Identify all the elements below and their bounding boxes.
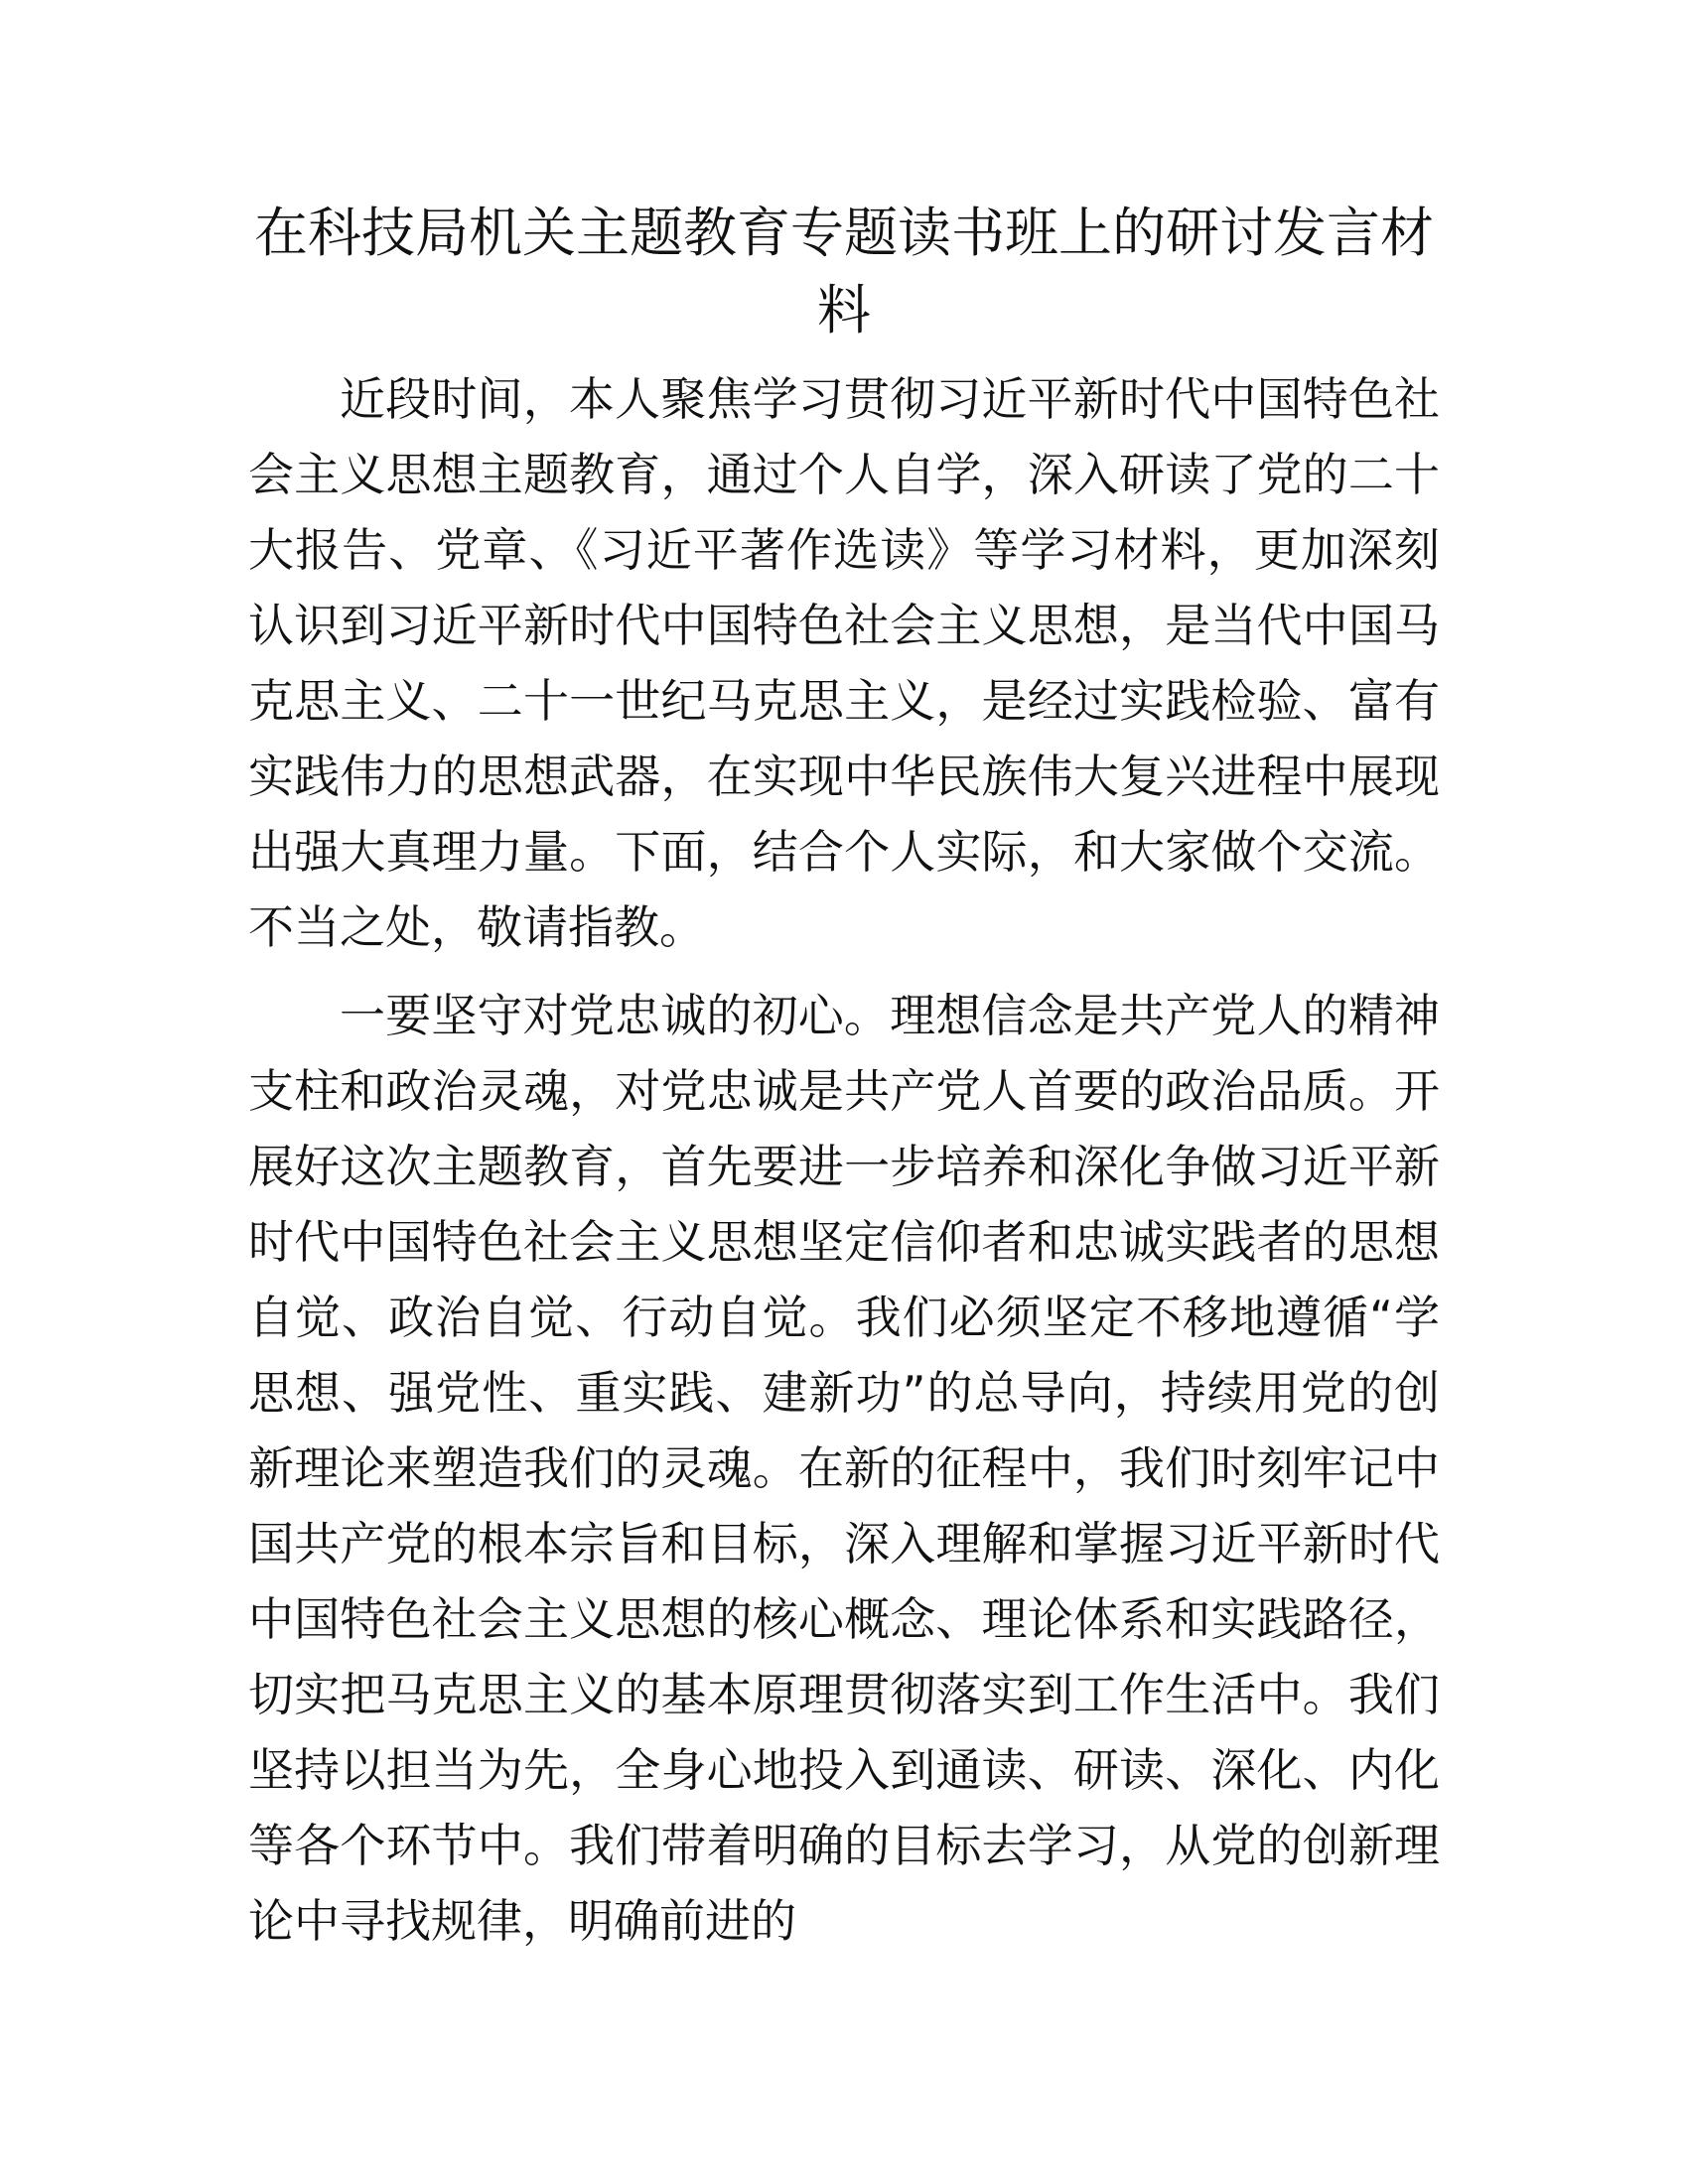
document-title: 在科技局机关主题教育专题读书班上的研讨发言材料 xyxy=(254,202,1434,341)
paragraph-loyalty: 一要坚守对党忠诚的初心。理想信念是共产党人的精神支柱和政治灵魂，对党忠诚是共产党人首要的政治品质。开展好这次主题教育，首先要进一步培养和深化争做习近平新时代中国特色社会主义思想坚定信仰者和忠诚实践者的思想自觉、政治自觉、行动自觉。我们必须坚定不移地遵循“学思想、强党性、重实践、建新功”的总导向，持续用党的创新理论来塑造我们的灵魂。在新的征程中，我们时刻牢记中国共产党的根本宗旨和目标，深入理解和掌握习近平新时代中国特色社会主义思想的核心概念、理论体系和实践路径，切实把马克思主义的基本原理贯彻落实到工作生活中。我们坚持以担当为先，全身心地投入到通读、研读、深化、内化等各个环节中。我们带着明确的目标去学习，从党的创新理论中寻找规律，明确前进的 xyxy=(248,989,1440,1948)
paragraph-intro: 近段时间，本人聚焦学习贯彻习近平新时代中国特色社会主义思想主题教育，通过个人自学，深入研读了党的二十大报告、党章、《习近平著作选读》等学习材料，更加深刻认识到习近平新时代中国特色社会主义思想，是当代中国马克思主义、二十一世纪马克思主义，是经过实践检验、富有实践伟力的思想武器，在实现中华民族伟大复兴进程中展现出强大真理力量。下面，结合个人实际，和大家做个交流。不当之处，敬请指教。 xyxy=(248,372,1440,954)
document-body xyxy=(248,195,1440,1959)
